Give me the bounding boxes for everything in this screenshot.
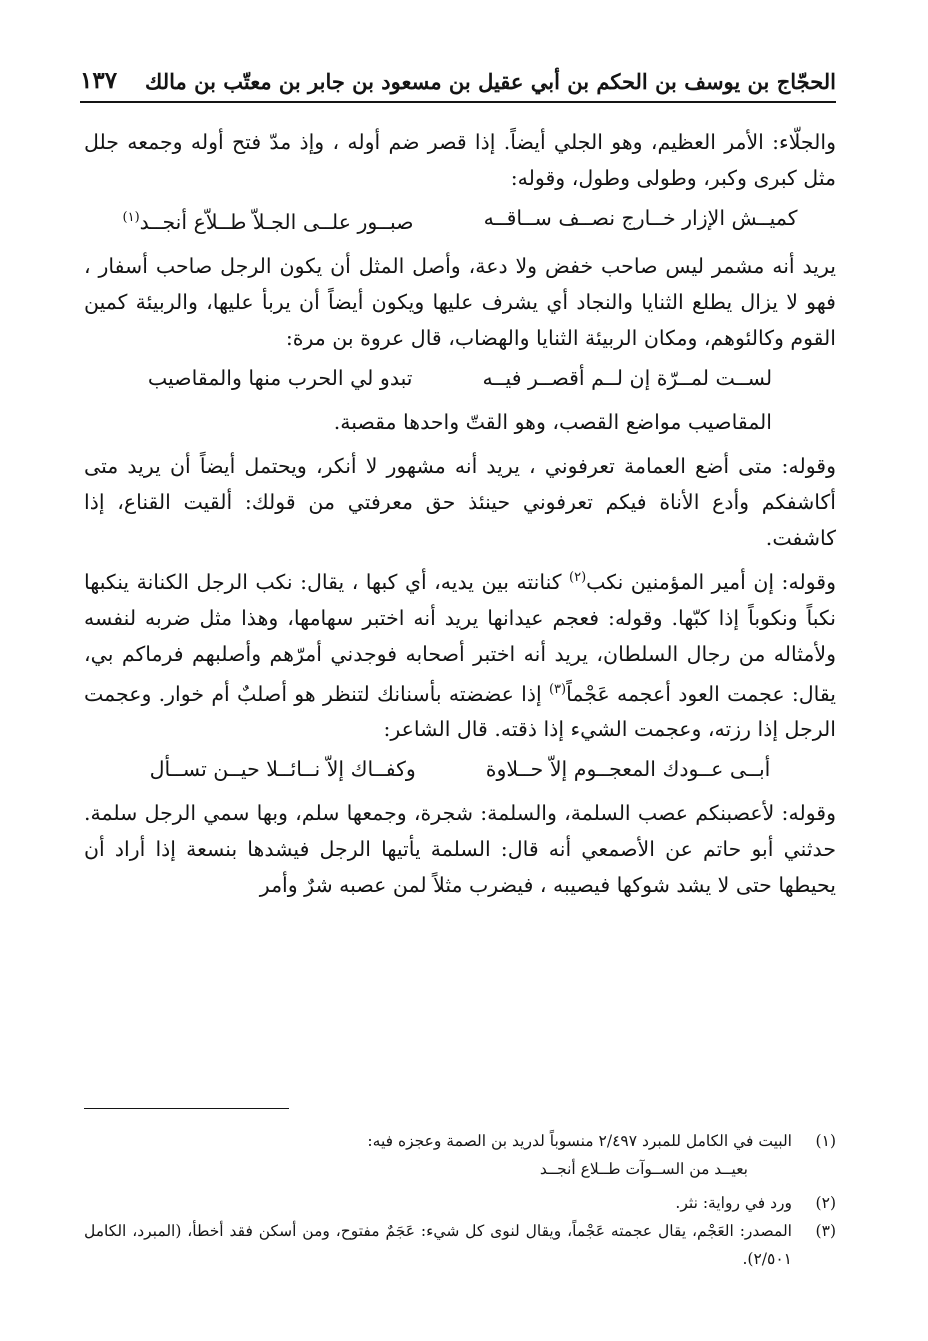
verse-1: [84, 200, 836, 240]
running-title: الحجّاج بن يوسف بن الحكم بن أبي عقيل بن مسعود بن جابر بن معتّب بن مالك: [145, 69, 836, 94]
paragraph-1: والجلّاء: الأمر العظيم، وهو الجلي أيضاً. إذا قصر ضم أوله ، وإذ مدّ فتح أوله وجمعه جلل مثل كبرى وكبر، وطولى وطول، وقوله:: [84, 130, 836, 190]
footnote-3: [84, 1217, 836, 1273]
footnote-verse: بعيــد من الســوآت طــلاع أنجــد: [539, 1160, 748, 1178]
footnote-number: (٣): [815, 1222, 836, 1240]
paragraph-2: يريد أنه مشمر ليس صاحب خفض ولا دعة، وأصل المثل أن يكون الرجل صاحب أسفار ، فهو لا يزال يطلع الثنايا والنجاد أي يشرف عليها ويكون أيضاً أن يربأ عليها، والربيئة كمين القوم وكالئوهم، ومكان الربيئة الثنايا والهضاب، قال عروة بن مرة:: [84, 253, 836, 350]
footnote-rule: [84, 1108, 289, 1109]
footnote-1: [84, 1127, 836, 1155]
verse-3-hemistich-first: أبــى عــودك المعجــوم إلاّ حــلاوة: [485, 757, 771, 782]
footnote-marker-3[interactable]: (٣): [548, 681, 567, 697]
main-text: [84, 124, 836, 907]
footnote-2: [84, 1189, 836, 1217]
footnote-text: ورد في رواية: نثر.: [675, 1194, 792, 1212]
footnote-number: (١): [815, 1132, 836, 1150]
paragraph-3: وقوله: متى أضع العمامة تعرفوني ، يريد أنه مشهور لا أنكر، ويحتمل أيضاً أن يريد متى أكاشفكم وأدع الأناة فيكم تعرفوني حينئذ حق معرفتي من قولك: ألقيت القناع، إذا كاشفت.: [84, 453, 836, 550]
footnote-text: البيت في الكامل للمبرد ٢/٤٩٧ منسوباً لدريد بن الصمة وعجزه فيه:: [367, 1132, 792, 1150]
verse-1-hemistich-first: كميــش الإزار خــارج نصــف ســاقــه: [483, 206, 798, 230]
paragraph-4: وقوله: إن أمير المؤمنين نكب$^{(٢)}$ كنانته بين يديه، أي كبها ، يقال: نكب الرجل الكنانة ينكبها نكباً ونكوباً إذا كبّها. وقوله: فعجم عيدانها يريد أنه اختبر سهامها، وهذا مثل ضربه لنفسه ولأمثاله من رجال السلطان، يريد أنه اختبر أصحابه فوجدني أمرّهم وأصلبهم فرماكم بي، يقال: عجمت العود أعجمه عَجْماً$^{(٣)}$ إذا عضضته بأسنانك لتنظر هو أصلبٌ أم خوار. وعجمت الرجل إذا رزته، وعجمت الشيء إذا ذقته. قال الشاعر:: [84, 569, 836, 742]
page-number: ١٣٧: [80, 67, 118, 94]
verse-2: [84, 360, 836, 396]
verse-3: [84, 751, 836, 787]
verse-3-hemistich-second: وكفــاك إلاّ نــائــلا حيــن تســأل: [149, 757, 416, 782]
footnote-marker-2[interactable]: (٢): [569, 569, 587, 585]
footnotes: [84, 1108, 836, 1273]
verse-2-hemistich-first: لســت لمــرّة إن لــم أقصــر فيــه: [482, 365, 773, 390]
header-rule: [80, 101, 836, 103]
paragraph-5: وقوله: لأعصبنكم عصب السلمة، والسلمة: شجرة، وجمعها سلم، وبها سمي الرجل سلمة. حدثني أبو حاتم عن الأصمعي أنه قال: السلمة يأتيها الرجل فيشدها بنسعة إذا أراد أن يحيطها حتى لا يشد شوكها فيصيبه ، فيضرب مثلاً لمن عصبه شرٌ وأمر: [84, 801, 836, 898]
verse-2-hemistich-second: تبدو لي الحرب منها والمقاصيب: [147, 365, 413, 390]
running-header: [80, 60, 836, 100]
gloss-1: المقاصيب مواضع القصب، وهو القتّ واحدها مقصبة.: [333, 409, 772, 434]
footnote-1-verse: [84, 1155, 836, 1183]
footnote-marker-1[interactable]: (١): [122, 210, 140, 225]
footnote-text: المصدر: العَجْم، يقال عجمته عَجْماً، ويقال لنوى كل شيء: عَجَمٌ مفتوح، ومن أسكن فقد أخطأ، (المبرد، الكامل ٢/٥٠١).: [84, 1222, 792, 1268]
verse-1-hemistich-second: صبــور علــى الجـلاّ طــلاّع أنجــد$^{(١)}$: [122, 209, 414, 234]
footnote-number: (٢): [815, 1194, 836, 1212]
